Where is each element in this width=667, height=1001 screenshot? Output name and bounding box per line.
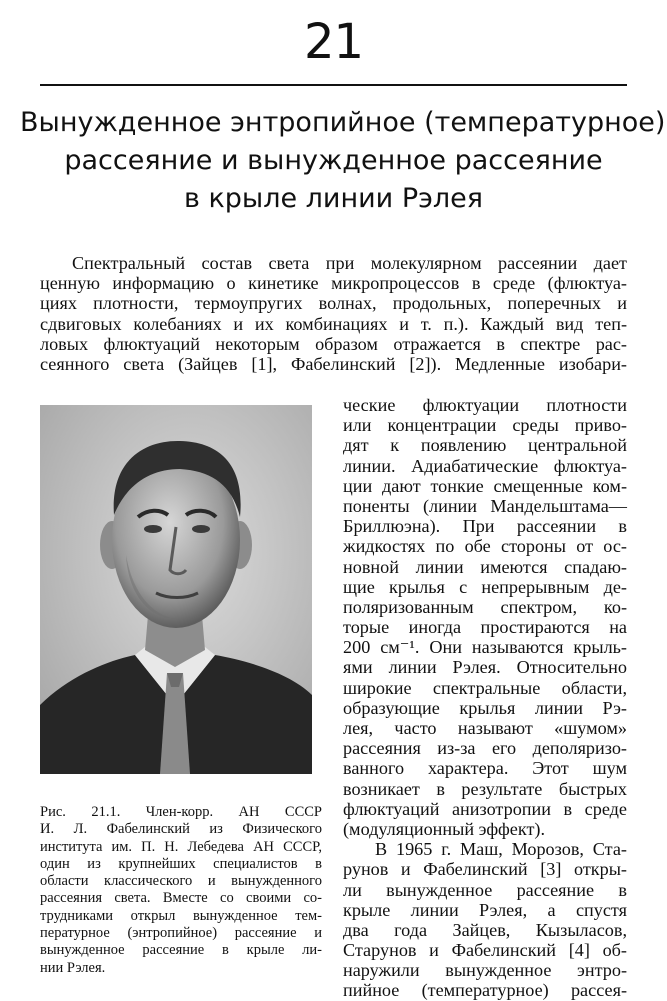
- caption-line: рассеяния света. Вместе со своими со-: [40, 890, 322, 907]
- chapter-title-line: рассеяние и вынужденное рассеяние: [64, 145, 603, 176]
- text-line: ции дают тонкие смещенные ком-: [343, 475, 627, 496]
- text-line: наружили вынужденное энтро-: [343, 960, 627, 981]
- text-line: ценную информацию о кинетике микропроцессов в среде (флюктуа-: [40, 273, 627, 294]
- chapter-title-line: Вынужденное энтропийное (температурное): [20, 107, 666, 138]
- caption-line: института им. П. Н. Лебедева АН СССР,: [40, 838, 322, 855]
- text-line: два года Зайцев, Кызыласов,: [343, 919, 627, 940]
- text-line: Бриллюэна). При рассеянии в: [343, 516, 627, 537]
- text-line: поненты (линии Мандельштама—: [343, 495, 627, 516]
- text-line: ческие флюктуации плотности: [343, 395, 627, 415]
- text-line: щие крылья с непрерывным де-: [343, 576, 627, 597]
- text-line: поляризованным спектром, ко-: [343, 596, 627, 617]
- right-column-text: [343, 395, 627, 1001]
- caption-line: пературное (энтропийное) рассеяние и: [40, 925, 322, 942]
- lead-paragraph: [40, 253, 627, 374]
- text-line: образующие крылья линии Рэ-: [343, 697, 627, 718]
- portrait-illustration: [40, 405, 312, 774]
- caption-line: вынужденное рассеяние в крыле ли-: [40, 942, 322, 959]
- text-line: Спектральный состав света при молекулярном рассеянии дает: [72, 253, 627, 273]
- caption-line: нии Рэлея.: [40, 959, 106, 976]
- text-line: ванного характера. Этот шум: [343, 758, 627, 779]
- text-line: лея, часто называют «шумом»: [343, 718, 627, 738]
- chapter-title-line: в крыле линии Рэлея: [183, 183, 484, 214]
- text-line: или концентрации среды приво-: [343, 415, 627, 436]
- text-line: крыле линии Рэлея, а спустя: [343, 899, 627, 920]
- text-line: возникает в результате быстрых: [343, 778, 627, 799]
- text-line: флюктуаций анизотропии в среде: [343, 798, 627, 819]
- caption-line: И. Л. Фабелинский из Физического: [40, 821, 322, 838]
- text-line: 200 см⁻¹. Они называются крыль-: [343, 637, 627, 658]
- text-line: новной линии имеются спадаю-: [343, 556, 627, 577]
- chapter-title: [20, 104, 666, 218]
- text-line: рунов и Фабелинский [3] откры-: [343, 859, 627, 880]
- text-line: ями линии Рэлея. Относительно: [343, 657, 627, 678]
- text-line: (модуляционный эффект).: [343, 818, 546, 839]
- text-line: пийное (температурное) рассея-: [343, 980, 627, 1001]
- text-line: линии. Адиабатические флюктуа-: [343, 455, 627, 476]
- caption-line: Рис. 21.1. Член-корр. АН СССР: [40, 804, 322, 820]
- text-line: рассеяния из-за его деполяризо-: [343, 738, 627, 759]
- chapter-number: 21: [303, 14, 364, 70]
- text-line: широкие спектральные области,: [343, 677, 627, 698]
- caption-line: один из крупнейших специалистов в: [40, 855, 322, 872]
- caption-line: области классического и вынужденного: [40, 873, 322, 890]
- text-line: дят к появлению центральной: [343, 435, 627, 456]
- text-line: ловых флюктуаций некоторым образом отражается в спектре рас-: [40, 333, 627, 354]
- chapter-rule: [40, 84, 627, 86]
- text-line: Старунов и Фабелинский [4] об-: [343, 940, 627, 961]
- figure-caption: [40, 804, 322, 977]
- text-line: торые иногда простираются на: [343, 617, 627, 638]
- portrait-photo: [40, 405, 312, 774]
- text-line: жидкостях по обе стороны от ос-: [343, 536, 627, 557]
- caption-line: трудниками открыл вынужденное тем-: [40, 907, 322, 924]
- text-line: ли вынужденное рассеяние в: [343, 879, 627, 900]
- text-line: сдвиговых колебаниях и их комбинациях и т. п.). Каждый вид теп-: [40, 313, 627, 334]
- text-line: циях плотности, термоупругих волнах, продольных, поперечных и: [40, 293, 627, 314]
- text-line: сеянного света (Зайцев [1], Фабелинский [2]). Медленные изобари-: [40, 353, 627, 374]
- text-line: В 1965 г. Маш, Морозов, Ста-: [375, 839, 627, 860]
